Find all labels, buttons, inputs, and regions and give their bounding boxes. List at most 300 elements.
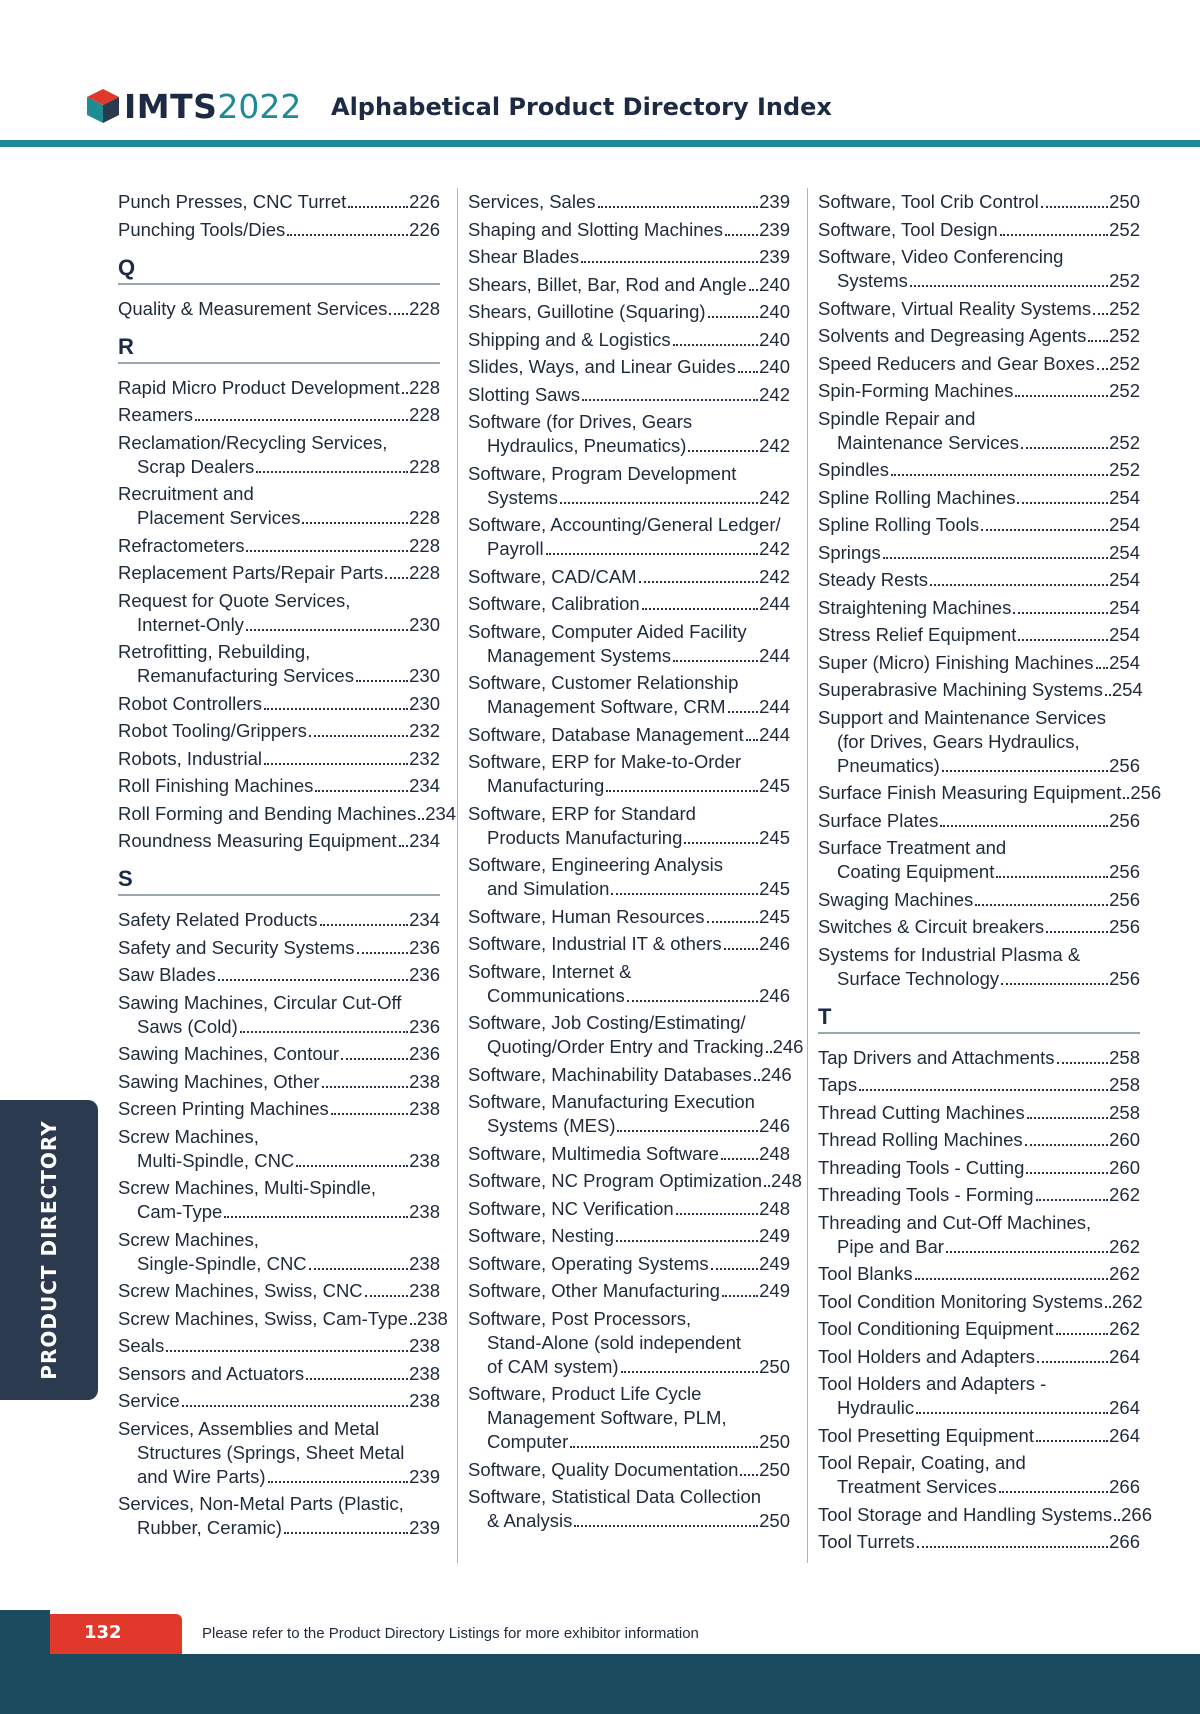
index-entry [118,908,440,932]
index-entry [118,991,440,1039]
page-ref: 264 [1109,1424,1140,1446]
page-ref: 244 [759,723,790,745]
index-entry [468,1485,790,1533]
dot-leader [1105,1306,1111,1308]
entry-line [118,506,440,530]
entry-text: Steady Rests [818,569,929,590]
page-ref: 262 [1109,1184,1140,1205]
index-entry [468,905,790,929]
dot-leader [766,1051,772,1053]
page-ref: 248 [759,1142,790,1164]
entry-line [818,754,1140,778]
index-entry [468,300,790,324]
page-ref: 244 [759,696,790,717]
page-ref: 244 [759,593,790,614]
index-entry [118,1125,440,1173]
index-entry [468,592,790,616]
entry-line [818,888,1140,912]
entry-line [468,826,790,850]
index-entry [468,1011,804,1059]
dot-leader [940,825,1108,827]
index-entry [118,829,440,853]
entry-line [818,458,1140,482]
entry-line [118,719,440,743]
entry-line [118,613,440,637]
entry-text: Software, Operating Systems [468,1252,709,1274]
dot-leader [546,553,759,555]
entry-text: Stress Relief Equipment [818,624,1017,645]
entry-line [818,568,1140,592]
entry-text: Safety and Security Systems [118,936,355,958]
entry-line [468,905,790,929]
page-ref: 246 [759,933,790,954]
entry-line [118,1279,440,1303]
page-ref: 242 [759,435,790,456]
entry-text: Software, Calibration [468,593,640,614]
dot-leader [264,763,408,765]
index-entry [118,1307,448,1331]
entry-text: Punch Presses, CNC Turret [118,191,347,212]
index-entry [818,1503,1152,1527]
page-ref: 240 [759,273,790,295]
page-number-badge [50,1614,182,1654]
dot-leader [309,735,408,737]
index-entry [818,1262,1140,1286]
entry-line [468,695,790,719]
entry-line [118,1176,440,1200]
index-entry [818,379,1140,403]
dot-leader [296,1165,408,1167]
index-entry [468,1458,790,1482]
dot-leader [617,1130,758,1132]
entry-line [118,561,440,585]
dot-leader [764,1185,770,1187]
page-ref: 239 [759,246,790,267]
page-ref: 258 [1109,1046,1140,1068]
entry-text: Threading and Cut-Off Machines, [818,1211,1092,1233]
dot-leader [1001,983,1108,985]
entry-text: Systems for Industrial Plasma & [818,943,1081,965]
entry-text: Shear Blades [468,246,580,267]
dot-leader [611,893,758,895]
index-entry [468,513,790,561]
entry-line [468,328,790,352]
dot-leader [754,1079,760,1081]
entry-line [118,455,440,479]
index-column-2 [468,190,804,1537]
entry-line [118,190,440,214]
entry-line [118,1042,440,1066]
page-ref: 252 [1109,380,1140,401]
entry-text: Robot Tooling/Grippers [118,720,307,741]
entry-text: Surface Technology [837,967,1000,989]
dot-leader [707,921,759,923]
entry-text: Straightening Machines [818,596,1012,618]
dot-leader [320,924,409,926]
dot-leader [942,770,1108,772]
dot-leader [341,1058,408,1060]
entry-text: Management Software, CRM [487,696,726,717]
entry-text: Tool Conditioning Equipment [818,1318,1054,1339]
page-ref: 238 [409,1149,440,1171]
dot-leader [268,1481,409,1483]
page-ref: 230 [409,613,440,635]
entry-text: Spindle Repair and [818,407,976,429]
entry-line [118,908,440,932]
page-ref: 238 [409,1070,440,1092]
dot-leader [402,392,408,394]
dot-leader [1037,1361,1108,1363]
entry-line [118,1441,440,1465]
dot-leader [322,1086,409,1088]
entry-text: Software, Machinability Databases [468,1063,752,1085]
entry-line [118,1417,440,1441]
entry-text: Surface Finish Measuring Equipment [818,782,1122,803]
entry-line [468,984,790,1008]
entry-line [818,730,1140,754]
entry-line [468,644,790,668]
entry-line [118,664,440,688]
entry-text: Screw Machines, Multi-Spindle, [118,1177,377,1198]
entry-line [818,623,1140,647]
page-ref: 245 [759,775,790,796]
entry-line [818,513,1140,537]
index-entry [118,403,440,427]
page-ref: 234 [409,830,440,851]
index-entry [118,589,440,637]
entry-text: Shipping and & Logistics [468,328,671,350]
entry-line [468,1169,802,1193]
page-ref: 228 [409,534,440,556]
entry-text: Reamers [118,404,194,425]
entry-line [818,1046,1140,1070]
dot-leader [582,399,758,401]
dot-leader [859,1089,1108,1091]
index-entry [468,1142,790,1166]
page-ref: 240 [759,356,790,377]
entry-line [818,352,1140,376]
dot-leader [598,206,759,208]
index-entry [818,809,1140,833]
entry-text: Treatment Services [837,1476,997,1497]
entry-text: Thread Cutting Machines [818,1101,1025,1123]
page-ref: 258 [1109,1101,1140,1123]
entry-line [468,853,790,877]
index-entry [818,888,1140,912]
entry-line [468,1307,790,1331]
index-entry [818,623,1140,647]
entry-text: Springs [818,541,881,563]
page-ref: 246 [759,984,790,1006]
entry-text: Software, Job Costing/Estimating/ [468,1012,746,1033]
entry-text: Management Software, PLM, [487,1407,727,1428]
page-ref: 252 [1109,431,1140,453]
entry-line [468,1114,790,1138]
page-ref: 238 [409,1335,440,1356]
page-ref: 260 [1109,1156,1140,1178]
entry-text: Sawing Machines, Circular Cut-Off [118,991,402,1013]
entry-text: of CAM system) [487,1355,619,1377]
footer-note: Please refer to the Product Directory Listings for more exhibitor information [202,1625,699,1642]
entry-line [818,651,1140,675]
index-entry [118,482,440,530]
entry-line [818,431,1140,455]
entry-text: Taps [818,1074,858,1095]
entry-text: Single-Spindle, CNC [137,1252,307,1274]
dot-leader [676,1213,758,1215]
entry-line [118,747,440,771]
entry-text: Manufacturing [487,775,605,796]
entry-line [818,943,1140,967]
entry-line [468,565,790,589]
entry-text: Screw Machines, Swiss, CNC [118,1280,363,1301]
entry-text: Remanufacturing Services [137,665,354,686]
entry-line [468,1035,804,1059]
dot-leader [1017,502,1108,504]
page-ref: 228 [409,297,440,319]
index-entry [468,1279,790,1303]
entry-text: Tool Blanks [818,1263,913,1284]
index-entry [468,960,790,1008]
page-ref: 239 [409,1465,440,1487]
dot-leader [891,474,1108,476]
entry-line [118,1492,440,1516]
index-entry [468,1252,790,1276]
entry-text: Tool Presetting Equipment [818,1424,1034,1446]
page-ref: 246 [759,1115,790,1136]
entry-line [818,678,1143,702]
dot-leader [287,234,408,236]
index-entry [118,1362,440,1386]
index-entry [818,1128,1140,1152]
entry-line [468,802,790,826]
dot-leader [560,502,758,504]
entry-line [818,596,1140,620]
index-entry [468,273,790,297]
section-heading: S [118,867,440,896]
entry-text: Software, Program Development [468,462,737,484]
dot-leader [240,1031,408,1033]
page-ref: 242 [759,383,790,405]
entry-line [818,1128,1140,1152]
page-ref: 238 [416,1307,448,1329]
page-ref: 256 [1109,754,1140,776]
page-ref: 242 [759,538,790,559]
entry-text: Software, ERP for Standard [468,802,696,824]
dot-leader [1015,395,1108,397]
page-ref: 250 [759,1355,790,1377]
page-ref: 262 [1109,1263,1140,1284]
index-entry [818,781,1162,805]
entry-text: Software, Other Manufacturing [468,1280,720,1301]
entry-line [818,781,1162,805]
entry-text: Software, NC Verification [468,1197,674,1219]
page-ref: 250 [759,1431,790,1452]
page-ref: 245 [759,826,790,848]
entry-line [818,860,1140,884]
index-entry [468,671,790,719]
index-column-3 [818,190,1162,1558]
entry-text: Placement Services [137,507,301,528]
page-ref: 228 [409,455,440,477]
entry-text: Software, ERP for Make-to-Order [468,751,742,772]
entry-text: Products Manufacturing [487,826,683,848]
entry-text: Software, Computer Aided Facility [468,620,747,642]
entry-text: Services, Assemblies and Metal [118,1417,380,1439]
entry-text: Software, Engineering Analysis [468,854,724,875]
header-rule [0,140,1200,147]
side-tab [0,1100,98,1400]
index-entry [818,1156,1140,1180]
entry-line [818,407,1140,431]
dot-leader [418,818,424,820]
page-ref: 246 [760,1063,792,1085]
page-ref: 236 [409,1043,440,1064]
entry-text: (for Drives, Gears Hydraulics, [837,730,1080,752]
index-entry [818,1101,1140,1125]
page-ref: 244 [759,644,790,666]
dot-leader [182,1405,408,1407]
index-entry [118,802,457,826]
page-ref: 245 [759,905,790,927]
entry-text: Systems [837,270,908,291]
dot-leader [725,234,758,236]
entry-text: Threading Tools - Forming [818,1184,1034,1205]
entry-line [118,692,440,716]
entry-line [818,1183,1140,1207]
entry-line [818,379,1140,403]
entry-line [468,355,790,379]
page-ref: 230 [409,665,440,686]
entry-line [468,877,790,901]
dot-leader [1114,1519,1120,1521]
entry-line [818,1451,1140,1475]
page-number: 132 [84,1622,122,1643]
footer-band [0,1654,1200,1714]
index-entry [118,692,440,716]
index-entry [818,836,1140,884]
page-ref: 232 [409,747,440,769]
page-ref: 230 [409,692,440,714]
dot-leader [256,471,408,473]
page-ref: 254 [1109,651,1140,673]
entry-line [468,1430,790,1454]
entry-line [118,376,440,400]
entry-text: Screw Machines, [118,1228,259,1250]
page-ref: 226 [409,218,440,240]
index-entry [118,190,440,214]
dot-leader [642,608,758,610]
entry-line [468,1485,790,1509]
page-ref: 252 [1109,270,1140,291]
dot-leader [1057,1062,1109,1064]
page-ref: 252 [1109,459,1140,480]
entry-line [118,1389,440,1413]
entry-line [468,1090,790,1114]
dot-leader [722,1295,758,1297]
entry-text: Quality & Measurement Services [118,297,388,319]
dot-leader [996,876,1108,878]
entry-line [468,218,790,242]
index-entry [118,561,440,585]
entry-text: and Wire Parts) [137,1465,266,1487]
index-entry [468,932,790,956]
entry-text: Stand-Alone (sold independent [487,1331,742,1353]
page-ref: 248 [759,1197,790,1219]
entry-text: Safety Related Products [118,909,318,930]
entry-line [818,1530,1140,1554]
entry-text: Software, Nesting [468,1225,615,1246]
page-ref: 240 [759,301,790,322]
entry-line [118,1516,440,1540]
dot-leader [1096,667,1109,669]
index-entry [818,1345,1140,1369]
index-entry [818,1183,1140,1207]
side-tab-label: PRODUCT DIRECTORY [37,1120,61,1380]
dot-leader [357,952,409,954]
dot-leader [721,1158,758,1160]
entry-line [118,431,440,455]
dot-leader [883,557,1108,559]
entry-text: Retrofitting, Rebuilding, [118,641,311,662]
entry-text: Surface Plates [818,809,939,831]
entry-text: Seals [118,1335,165,1356]
entry-text: Rubber, Ceramic) [137,1517,282,1538]
entry-text: Multi-Spindle, CNC [137,1149,295,1171]
entry-line [818,1396,1140,1420]
dot-leader [309,1268,408,1270]
dot-leader [606,790,758,792]
entry-text: Screw Machines, [118,1125,259,1147]
entry-text: Shears, Billet, Bar, Rod and Angle [468,273,747,295]
index-entry [118,1176,440,1224]
index-entry [118,936,440,960]
index-entry [818,706,1140,778]
index-entry [818,324,1140,348]
entry-text: Payroll [487,538,544,559]
entry-line [818,1424,1140,1448]
entry-text: Software, Product Life Cycle [468,1383,702,1404]
index-entry [818,218,1140,242]
index-entry [468,1169,802,1193]
page-ref: 238 [409,1201,440,1222]
index-entry [468,565,790,589]
section-heading: R [118,335,440,364]
page-ref: 254 [1109,486,1140,508]
entry-text: Maintenance Services [837,431,1020,453]
entry-line [468,774,790,798]
entry-text: Sawing Machines, Other [118,1070,320,1092]
entry-line [468,383,790,407]
entry-text: Software, Virtual Reality Systems [818,297,1092,319]
page-ref: 228 [409,507,440,528]
page-ref: 266 [1121,1503,1152,1525]
entry-line [468,300,790,324]
entry-text: Spline Rolling Tools [818,514,980,535]
entry-text: Shaping and Slotting Machines [468,218,724,240]
entry-line [118,1307,448,1331]
entry-line [468,245,790,269]
entry-text: Tool Holders and Adapters [818,1345,1035,1367]
entry-line [818,706,1140,730]
entry-line [818,324,1140,348]
dot-leader [166,1350,408,1352]
entry-text: Tool Turrets [818,1531,915,1552]
dot-leader [740,1474,758,1476]
dot-leader [688,450,758,452]
cube-logo-icon [86,88,120,124]
entry-line [468,190,790,214]
